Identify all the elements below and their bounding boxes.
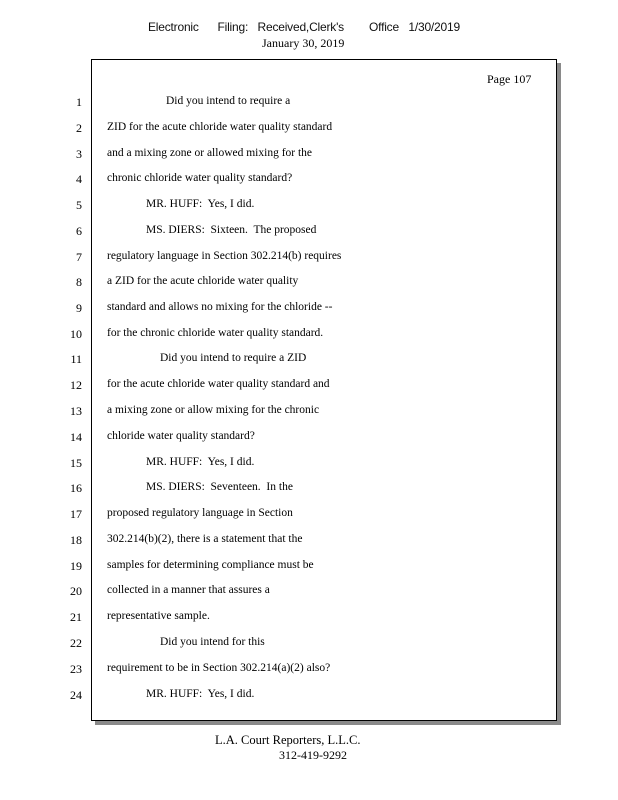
line-number: 20 <box>70 584 82 598</box>
line-text: a ZID for the acute chloride water quality <box>107 275 299 287</box>
line-number: 24 <box>70 688 82 702</box>
line-number: 18 <box>70 533 82 547</box>
line-text: representative sample. <box>107 610 210 622</box>
line-text: MR. HUFF: Yes, I did. <box>146 456 255 468</box>
line-text: requirement to be in Section 302.214(a)(2) also? <box>107 662 331 674</box>
line-text: MS. DIERS: Seventeen. In the <box>146 481 293 493</box>
line-number: 22 <box>70 636 82 650</box>
line-text: regulatory language in Section 302.214(b) requires <box>107 250 342 262</box>
line-text: collected in a manner that assures a <box>107 584 270 596</box>
line-number: 15 <box>70 456 82 470</box>
line-number: 17 <box>70 507 82 521</box>
line-text: for the acute chloride water quality standard and <box>107 378 330 390</box>
line-number: 9 <box>76 301 82 315</box>
line-text: proposed regulatory language in Section <box>107 507 293 519</box>
line-number: 11 <box>70 352 82 366</box>
line-number: 12 <box>70 378 82 392</box>
line-text: Did you intend to require a <box>166 95 291 107</box>
line-number: 14 <box>70 430 82 444</box>
court-reporter-phone: 312-419-9292 <box>279 748 347 762</box>
line-number: 10 <box>70 327 82 341</box>
line-number: 16 <box>70 481 82 495</box>
line-text: Did you intend to require a ZID <box>160 352 307 364</box>
line-text: MS. DIERS: Sixteen. The proposed <box>146 224 317 236</box>
line-text: 302.214(b)(2), there is a statement that the <box>107 533 303 545</box>
line-text: MR. HUFF: Yes, I did. <box>146 198 255 210</box>
line-number: 1 <box>76 95 82 109</box>
line-text: chronic chloride water quality standard? <box>107 172 293 184</box>
line-text: and a mixing zone or allowed mixing for the <box>107 147 313 159</box>
line-number: 6 <box>76 224 82 238</box>
line-number: 21 <box>70 610 82 624</box>
line-number: 5 <box>76 198 82 212</box>
page-number: Page 107 <box>487 72 532 86</box>
line-text: a mixing zone or allow mixing for the chronic <box>107 404 320 416</box>
line-text: chloride water quality standard? <box>107 430 255 442</box>
court-reporter-name: L.A. Court Reporters, L.L.C. <box>215 733 361 747</box>
line-number: 2 <box>76 121 82 135</box>
line-text: for the chronic chloride water quality standard. <box>107 327 324 339</box>
line-number: 3 <box>76 147 82 161</box>
line-number: 4 <box>76 172 82 186</box>
filing-date: January 30, 2019 <box>262 36 345 50</box>
line-text: MR. HUFF: Yes, I did. <box>146 688 255 700</box>
line-text: ZID for the acute chloride water quality standard <box>107 121 333 133</box>
line-text: Did you intend for this <box>160 636 265 648</box>
line-number: 7 <box>76 250 82 264</box>
line-text: standard and allows no mixing for the chloride -- <box>107 301 333 313</box>
filing-stamp: Electronic Filing: Received,Clerk's Office 1/30/2019 <box>148 20 460 34</box>
line-number: 19 <box>70 559 82 573</box>
line-number: 8 <box>76 275 82 289</box>
line-number: 13 <box>70 404 82 418</box>
line-number: 23 <box>70 662 82 676</box>
line-text: samples for determining compliance must be <box>107 559 314 571</box>
